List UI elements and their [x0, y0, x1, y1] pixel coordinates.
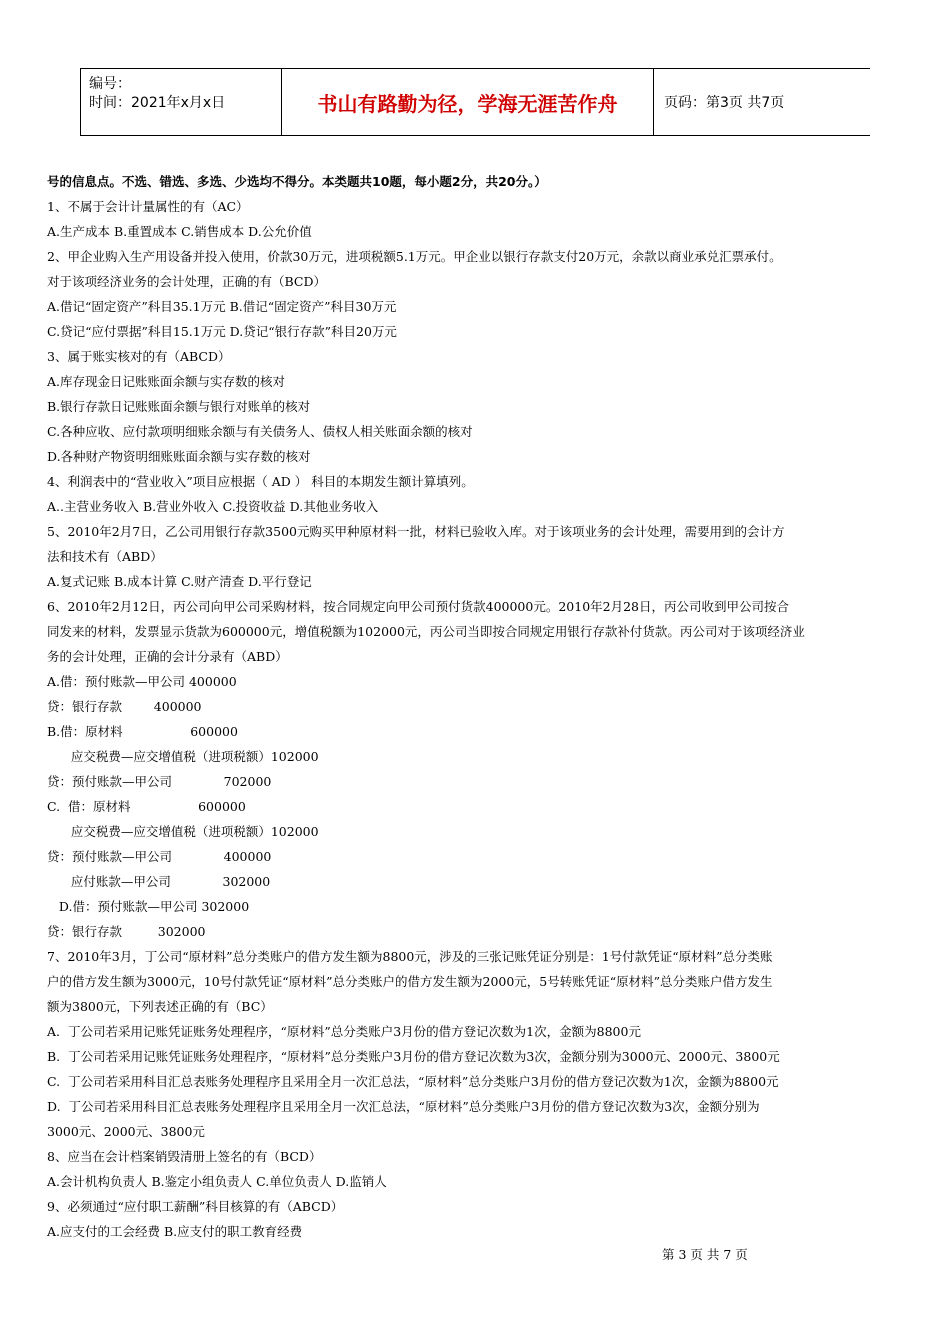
text-line: A.应支付的工会经费 B.应支付的职工教育经费	[47, 1224, 303, 1239]
text-line: 9、必须通过“应付职工薪酬”科目核算的有（ABCD）	[47, 1199, 344, 1214]
text-line: A.库存现金日记账账面余额与实存数的核对	[47, 374, 286, 389]
header-motto: 书山有路勤为径，学海无涯苦作舟	[282, 69, 654, 135]
text-line: D.各种财产物资明细账账面余额与实存数的核对	[47, 449, 311, 464]
document-number-label: 编号：	[89, 76, 131, 92]
text-line: 对于该项经济业务的会计处理，正确的有（BCD）	[47, 274, 327, 289]
text-line: 1、不属于会计计量属性的有（AC）	[47, 199, 249, 214]
text-line: 务的会计处理，正确的会计分录有（ABD）	[47, 649, 288, 664]
text-line: 应付账款—甲公司 302000	[47, 874, 271, 889]
text-line: A.借记“固定资产”科目35.1万元 B.借记“固定资产”科目30万元	[47, 299, 397, 314]
text-line: C.各种应收、应付款项明细账余额与有关债务人、债权人相关账面余额的核对	[47, 424, 473, 439]
text-line: 号的信息点。不选、错选、多选、少选均不得分。本类题共10题，每小题2分，共20分。）	[47, 174, 547, 189]
text-line: B. 丁公司若采用记账凭证账务处理程序，“原材料”总分类账户3月份的借方登记次数为3次，金额分别为3000元、2000元、3800元	[47, 1049, 780, 1064]
header-meta	[80, 69, 282, 135]
text-line: 贷：银行存款 400000	[47, 699, 202, 714]
text-line: 3000元、2000元、3800元	[47, 1124, 205, 1139]
text-line: 贷：预付账款—甲公司 400000	[47, 849, 272, 864]
text-line: 5、2010年2月7日，乙公司用银行存款3500元购买甲种原材料一批，材料已验收入库。对于该项业务的会计处理，需要用到的会计方	[47, 524, 785, 539]
document-body	[47, 169, 907, 1244]
page-footer: 第 3 页 共 7 页	[662, 1247, 748, 1262]
text-line: C. 丁公司若采用科目汇总表账务处理程序且采用全月一次汇总法，“原材料”总分类账户3月份的借方登记次数为1次，金额为8800元	[47, 1074, 779, 1089]
page-header	[80, 68, 870, 136]
text-line: 应交税费—应交增值税（进项税额）102000	[47, 824, 319, 839]
text-line: A.复式记账 B.成本计算 C.财产清查 D.平行登记	[47, 574, 312, 589]
text-line: B.银行存款日记账账面余额与银行对账单的核对	[47, 399, 311, 414]
text-line: 户的借方发生额为3000元，10号付款凭证“原材料”总分类账户的借方发生额为2000元，5号转账凭证“原材料”总分类账户借方发生	[47, 974, 773, 989]
text-line: 贷：银行存款 302000	[47, 924, 206, 939]
text-line: A. 丁公司若采用记账凭证账务处理程序，“原材料”总分类账户3月份的借方登记次数为1次，金额为8800元	[47, 1024, 641, 1039]
text-line: D.借：预付账款—甲公司 302000	[47, 899, 250, 914]
text-line: 3、属于账实核对的有（ABCD）	[47, 349, 231, 364]
text-line: A.借：预付账款—甲公司 400000	[47, 674, 237, 689]
text-line: A.生产成本 B.重置成本 C.销售成本 D.公允价值	[47, 224, 312, 239]
text-line: 4、利润表中的“营业收入”项目应根据（ AD ） 科目的本期发生额计算填列。	[47, 474, 474, 489]
text-line: 法和技术有（ABD）	[47, 549, 163, 564]
text-line: 8、应当在会计档案销毁清册上签名的有（BCD）	[47, 1149, 322, 1164]
header-page-number: 页码：第3页 共7页	[664, 95, 785, 111]
text-line: 贷：预付账款—甲公司 702000	[47, 774, 272, 789]
text-line: A.会计机构负责人 B.鉴定小组负责人 C.单位负责人 D.监销人	[47, 1174, 387, 1189]
text-line: 同发来的材料，发票显示货款为600000元，增值税额为102000元，丙公司当即按合同规定用银行存款补付货款。丙公司对于该项经济业	[47, 624, 805, 639]
text-line: 额为3800元，下列表述正确的有（BC）	[47, 999, 273, 1014]
text-line: 6、2010年2月12日，丙公司向甲公司采购材料，按合同规定向甲公司预付货款400000元。2010年2月28日，丙公司收到甲公司按合	[47, 599, 790, 614]
text-line: C.贷记“应付票据”科目15.1万元 D.贷记“银行存款”科目20万元	[47, 324, 397, 339]
text-line: 2、甲企业购入生产用设备并投入使用，价款30万元，进项税额5.1万元。甲企业以银行存款支付20万元，余款以商业承兑汇票承付。	[47, 249, 782, 264]
text-line: 7、2010年3月，丁公司“原材料”总分类账户的借方发生额为8800元，涉及的三张记账凭证分别是：1号付款凭证“原材料”总分类账	[47, 949, 773, 964]
text-line: D. 丁公司若采用科目汇总表账务处理程序且采用全月一次汇总法，“原材料”总分类账户3月份的借方登记次数为3次，金额分别为	[47, 1099, 760, 1114]
text-line: B.借：原材料 600000	[47, 724, 238, 739]
text-line: 应交税费—应交增值税（进项税额）102000	[47, 749, 319, 764]
text-line: C. 借：原材料 600000	[47, 799, 246, 814]
document-date-label: 时间：2021年x月x日	[89, 95, 226, 111]
text-line: A..主营业务收入 B.营业外收入 C.投资收益 D.其他业务收入	[47, 499, 379, 514]
